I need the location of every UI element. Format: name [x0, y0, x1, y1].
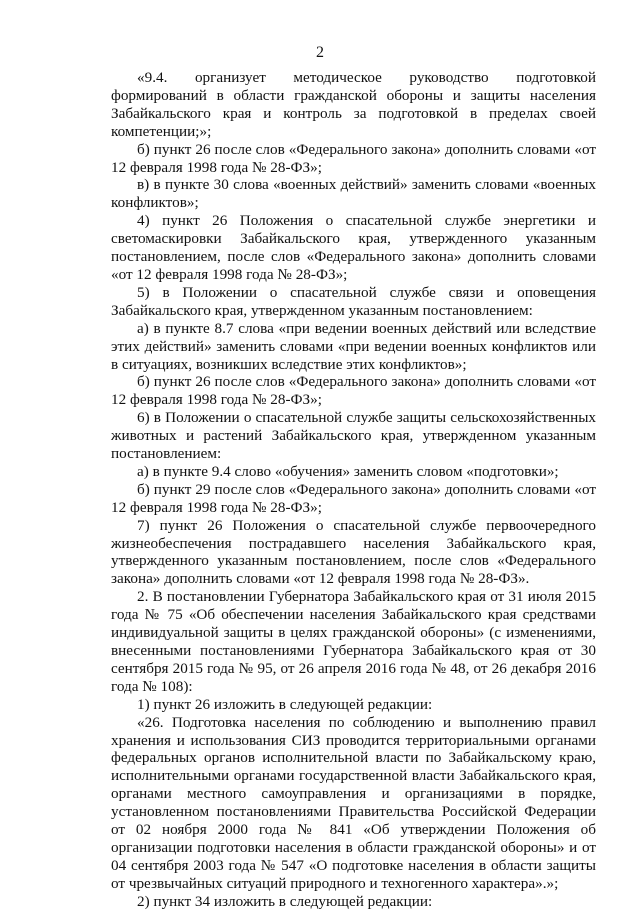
paragraph-6a-item-9-4: а) в пункте 9.4 слово «обучения» заменить словом «подготовки»; — [137, 462, 559, 480]
paragraph-5-communication-service: 5) в Положении о спасательной службе связи и оповещения Забайкальского края, утвержденном указанным постановлением: — [111, 283, 596, 319]
paragraph-5b-item-26: б) пункт 26 после слов «Федерального закона» дополнить словами «от 12 февраля 1998 года № 28-ФЗ»; — [111, 373, 596, 409]
paragraph-6-agriculture-service: 6) в Положении о спасательной службе защиты сельскохозяйственных животных и растений Забайкальского края, утвержденном указанным постановлением: — [111, 409, 596, 463]
paragraph-b-item-26: б) пункт 26 после слов «Федерального закона» дополнить словами «от 12 февраля 1998 года № 28-ФЗ»; — [111, 140, 596, 176]
page-number: 2 — [316, 44, 324, 61]
paragraph-4-energy-service: 4) пункт 26 Положения о спасательной службе энергетики и светомаскировки Забайкальского края, утвержденного указанным постановлением, после слов «Федерального закона» дополнить словами «от 12 февраля 1998 года № 28-ФЗ»; — [111, 212, 596, 283]
paragraph-9-4-quote: «9.4. организует методическое руководство подготовкой формирований в области гражданской обороны и защиты населения Забайкальского края и контроль за подготовкой в пределах своей компетенции;»; — [111, 69, 596, 140]
paragraph-2-2-item-34: 2) пункт 34 изложить в следующей редакции: — [137, 892, 433, 910]
document-body — [111, 69, 596, 911]
paragraph-2-1-item-26: 1) пункт 26 изложить в следующей редакции: — [137, 695, 433, 713]
paragraph-26-new-text: «26. Подготовка населения по соблюдению и выполнению правил хранения и использования СИЗ проводится территориальными органами федеральных органов исполнительной власти по Забайкальскому краю, исполнительными органами государственной власти Забайкальского края, органами местного самоуправления и организациями в порядке, установленном постановлениями Правительства Российской Федерации от 02 ноября 2000 года № 841 «Об утверждении Положения об организации подготовки населения в области гражданской обороны» и от 04 сентября 2003 года № 547 «О подготовке населения в области защиты от чрезвычайных ситуаций природного и техногенного характера».»; — [111, 713, 596, 892]
paragraph-7-life-support-service: 7) пункт 26 Положения о спасательной службе первоочередного жизнеобеспечения пострадавшего населения Забайкальского края, утвержденного указанным постановлением, после слов «Федерального закона» дополнить словами «от 12 февраля 1998 года № 28-ФЗ». — [111, 516, 596, 588]
paragraph-2-resolution-75: 2. В постановлении Губернатора Забайкальского края от 31 июля 2015 года № 75 «Об обеспечении населения Забайкальского края средствами индивидуальной защиты в целях гражданской обороны» (с изменениями, внесенными постановлениями Губернатора Забайкальского края от 30 сентября 2015 года № 95, от 26 апреля 2016 года № 48, от 26 декабря 2016 года № 108): — [111, 588, 596, 695]
paragraph-5a-item-8-7: а) в пункте 8.7 слова «при ведении военных действий или вследствие этих действий» заменить словами «при ведении военных конфликтов или в ситуациях, возникших вследствие этих конфликтов»; — [111, 319, 596, 373]
paragraph-v-item-30: в) в пункте 30 слова «военных действий» заменить словами «военных конфликтов»; — [111, 176, 596, 212]
paragraph-6b-item-29: б) пункт 29 после слов «Федерального закона» дополнить словами «от 12 февраля 1998 года № 28-ФЗ»; — [111, 480, 596, 516]
